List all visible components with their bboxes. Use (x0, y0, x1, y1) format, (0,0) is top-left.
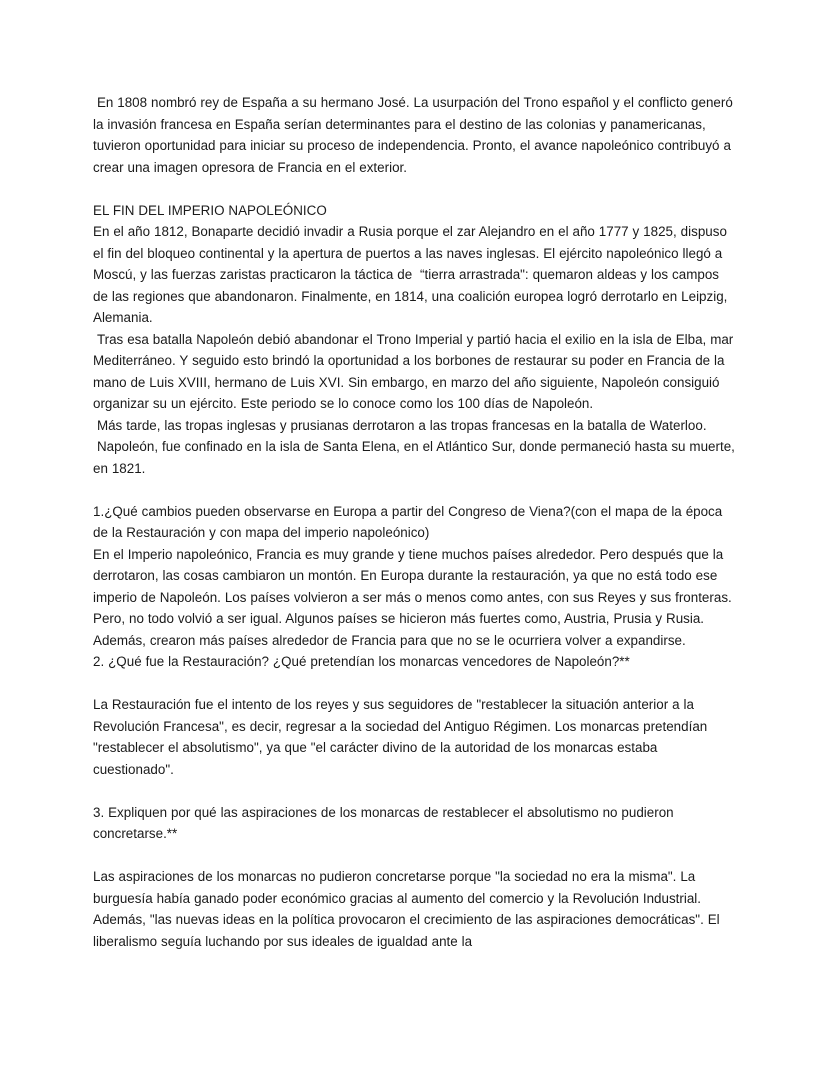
document-text-column (93, 92, 737, 952)
paragraph-question-3: 3. Expliquen por qué las aspiraciones de los monarcas de restablecer el absolutismo no pudieron concretarse.** (93, 804, 678, 841)
paragraph-waterloo: Más tarde, las tropas inglesas y prusianas derrotaron a las tropas francesas en la batalla de Waterloo. (93, 417, 707, 433)
paragraph-question-1: 1.¿Qué cambios pueden observarse en Europa a partir del Congreso de Viena?(con el mapa de la época de la Restauración y con mapa del imperio napoleónico) (93, 503, 727, 540)
paragraph-exilio-elba: Tras esa batalla Napoleón debió abandonar el Trono Imperial y partió hacia el exilio en la isla de Elba, mar Mediterráneo. Y seguido esto brindó la oportunidad a los borbones de restaurar su poder en Francia de la mano de Luis XVIII, hermano de Luis XVI. Sin embargo, en marzo del año siguiente, Napoleón consiguió organizar su un ejército. Este periodo se lo conoce como los 100 días de Napoleón. (93, 331, 738, 411)
paragraph-invasion-rusia: En el año 1812, Bonaparte decidió invadir a Rusia porque el zar Alejandro en el año 1777 y 1825, dispuso el fin del bloqueo continental y la apertura de puertos a las naves inglesas. El ejército napoleónico llegó a Moscú, y las fuerzas zaristas practicaron la táctica de “tierra arrastrada": quemaron aldeas y los campos de las regiones que abandonaron. Finalmente, en 1814, una coalición europea logró derrotarlo en Leipzig, Alemania. (93, 224, 731, 325)
paragraph-answer-3: Las aspiraciones de los monarcas no pudieron concretarse porque "la sociedad no era la misma". La burguesía había ganado poder económico gracias al aumento del comercio y la Revolución Industrial. Además, "las nuevas ideas en la política provocaron el crecimiento de las aspiraciones democráticas". El liberalismo seguía luchando por sus ideales de igualdad ante la (93, 869, 724, 949)
paragraph-answer-1: En el Imperio napoleónico, Francia es muy grande y tiene muchos países alrededor. Pero después que la derrotaron, las cosas cambiaron un montón. En Europa durante la restauración, ya que no está todo ese imperio de Napoleón. Los países volvieron a ser más o menos como antes, con sus Reyes y sus fronteras. Pero, no todo volvió a ser igual. Algunos países se hicieron más fuertes como, Austria, Prusia y Rusia. Además, crearon más países alrededor de Francia para que no se le ocurriera volver a expandirse. (93, 546, 736, 648)
paragraph-question-2: 2. ¿Qué fue la Restauración? ¿Qué pretendían los monarcas vencedores de Napoleón?** (93, 654, 630, 669)
paragraph-answer-2: La Restauración fue el intento de los reyes y sus seguidores de "restablecer la situación anterior a la Revolución Francesa", es decir, regresar a la sociedad del Antiguo Régimen. Los monarcas pretendían "restablecer el absolutismo", ya que "el carácter divino de la autoridad de los monarcas estaba cuestionado". (93, 697, 712, 777)
paragraph-santa-elena: Napoleón, fue confinado en la isla de Santa Elena, en el Atlántico Sur, donde permaneció hasta su muerte, en 1821. (93, 439, 739, 476)
paragraph-intro: En 1808 nombró rey de España a su hermano José. La usurpación del Trono español y el conflicto generó la invasión francesa en España serían determinantes para el destino de las colonias y panamericanas, tuvieron oportunidad para iniciar su proceso de independencia. Pronto, el avance napoleónico contribuyó a crear una imagen opresora de Francia en el exterior. (93, 95, 737, 175)
paragraph-heading-fin-imperio: EL FIN DEL IMPERIO NAPOLEÓNICO (93, 202, 327, 218)
